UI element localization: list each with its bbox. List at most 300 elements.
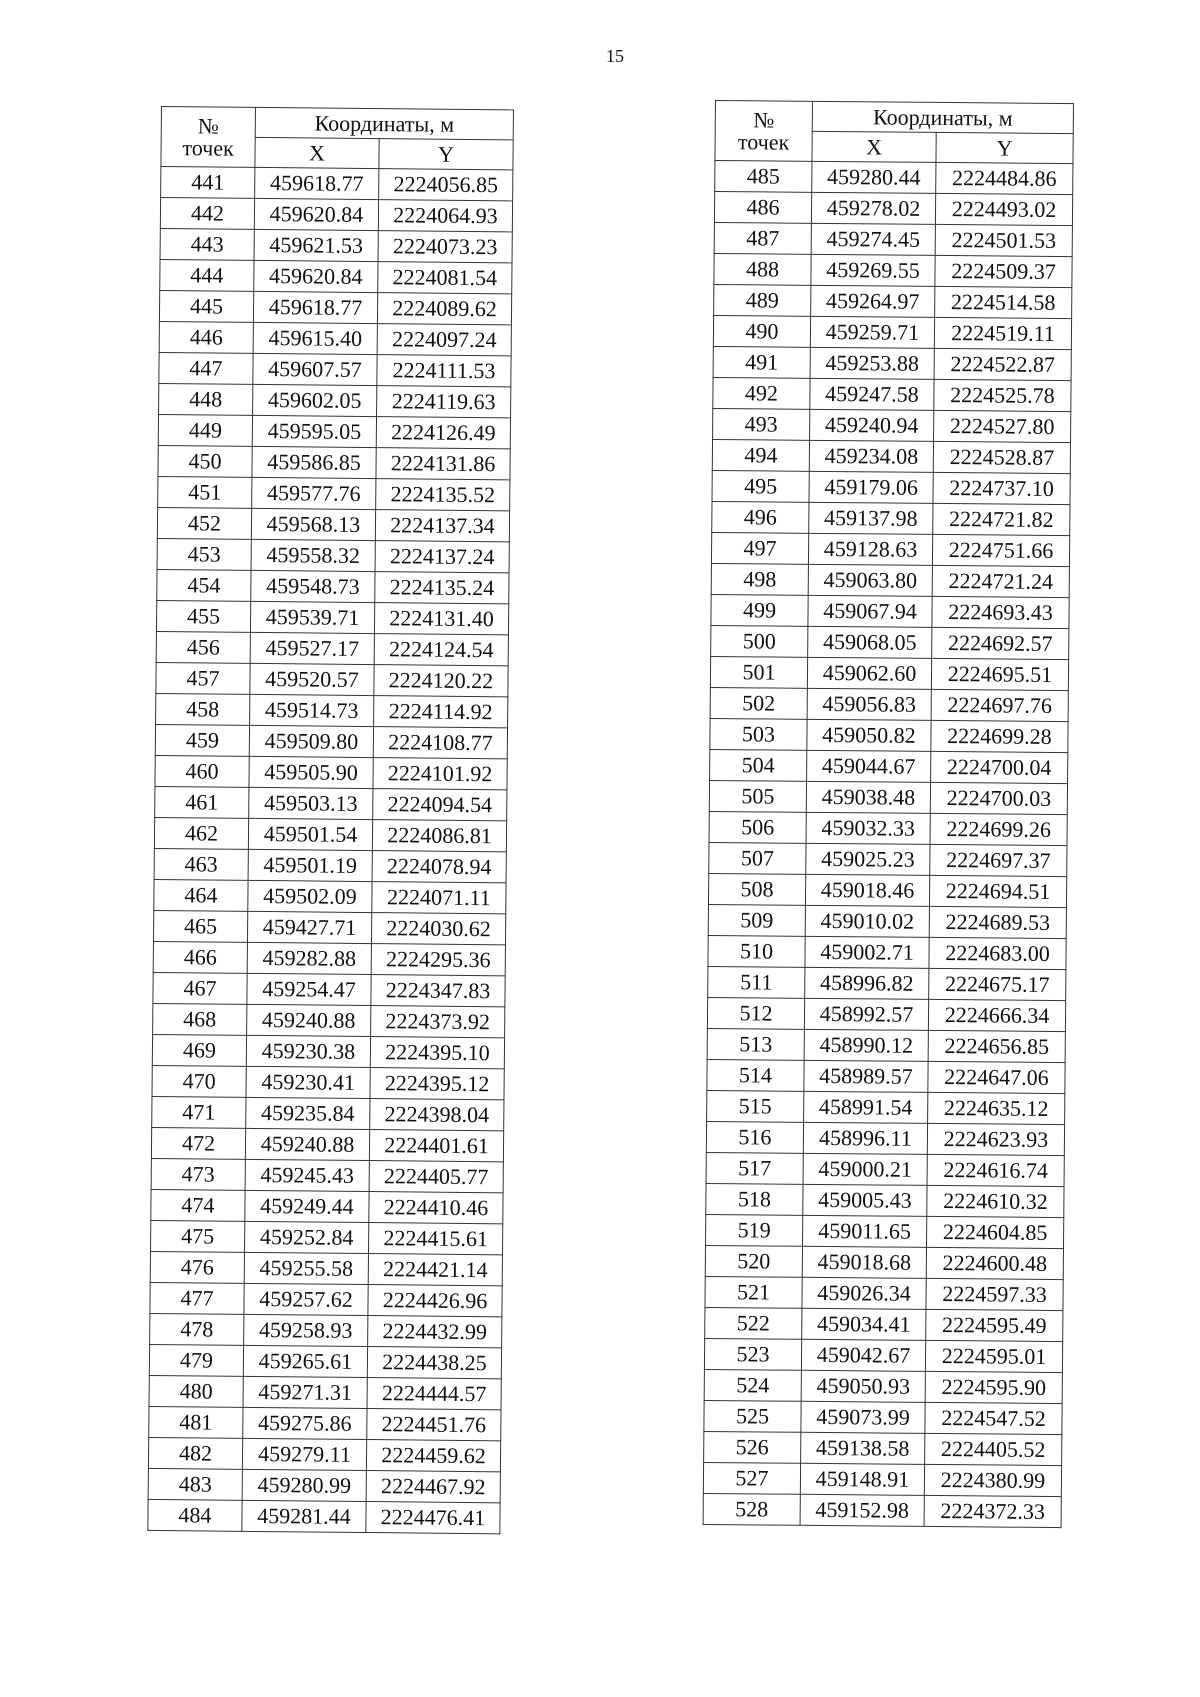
table-row (706, 1121, 1064, 1155)
x-coordinate-cell: 459018.46 (805, 874, 929, 906)
y-coordinate-cell: 2224700.04 (931, 751, 1068, 783)
y-column-header: Y (936, 132, 1073, 163)
x-coordinate-cell: 459011.65 (803, 1215, 927, 1247)
table-row (155, 786, 507, 820)
point-number-cell: 478 (150, 1313, 244, 1345)
table-row (160, 259, 512, 293)
x-coordinate-cell: 459038.48 (806, 781, 930, 813)
y-coordinate-cell: 2224522.87 (934, 348, 1071, 380)
y-coordinate-cell: 2224405.77 (369, 1161, 503, 1193)
y-coordinate-cell: 2224616.74 (927, 1154, 1064, 1186)
table-row (151, 1127, 503, 1161)
x-coordinate-cell: 459279.11 (242, 1438, 366, 1470)
table-body (148, 167, 513, 1534)
table-row (148, 1468, 500, 1502)
table-row (156, 662, 508, 696)
point-number-cell: 501 (710, 656, 807, 688)
point-number-cell: 474 (151, 1189, 245, 1221)
point-number-cell: 514 (707, 1059, 804, 1091)
y-coordinate-cell: 2224135.24 (375, 572, 509, 604)
point-number-cell: 447 (159, 352, 253, 384)
y-coordinate-cell: 2224398.04 (370, 1099, 504, 1131)
table-row (704, 1400, 1062, 1434)
point-number-cell: 521 (705, 1276, 802, 1308)
point-number-cell: 511 (708, 966, 805, 998)
y-coordinate-cell: 2224595.90 (925, 1371, 1062, 1403)
x-coordinate-cell: 458989.57 (804, 1060, 928, 1092)
x-coordinate-cell: 459558.32 (251, 539, 375, 571)
x-coordinate-cell: 459615.40 (253, 322, 377, 354)
table-row (710, 749, 1068, 783)
table-row (703, 1493, 1061, 1527)
x-coordinate-cell: 459240.88 (245, 1128, 369, 1160)
y-coordinate-cell: 2224119.63 (377, 386, 511, 418)
x-coordinate-cell: 459586.85 (252, 446, 376, 478)
x-coordinate-cell: 459265.61 (243, 1345, 367, 1377)
table-row (714, 253, 1072, 287)
x-coordinate-cell: 459249.44 (245, 1190, 369, 1222)
x-coordinate-cell: 459503.13 (249, 787, 373, 819)
x-coordinate-cell: 459050.82 (807, 719, 931, 751)
y-coordinate-cell: 2224751.66 (932, 534, 1069, 566)
x-coordinate-cell: 459539.71 (250, 601, 374, 633)
y-coordinate-cell: 2224126.49 (376, 417, 510, 449)
coordinates-header: Координаты, м (255, 107, 513, 139)
point-number-cell: 519 (706, 1214, 803, 1246)
x-coordinate-cell: 459032.33 (806, 812, 930, 844)
y-coordinate-cell: 2224405.52 (925, 1433, 1062, 1465)
point-number-cell: 482 (148, 1437, 242, 1469)
y-coordinate-cell: 2224695.51 (931, 658, 1068, 690)
x-coordinate-cell: 459577.76 (252, 477, 376, 509)
x-coordinate-cell: 459280.44 (812, 161, 936, 193)
point-number-cell: 456 (156, 631, 250, 663)
x-coordinate-cell: 459056.83 (807, 688, 931, 720)
y-coordinate-cell: 2224721.82 (933, 503, 1070, 535)
table-row (159, 352, 511, 386)
table-row (149, 1406, 501, 1440)
point-number-cell: 490 (713, 315, 810, 347)
x-coordinate-cell: 459282.88 (247, 942, 371, 974)
x-coordinate-cell: 459271.31 (243, 1376, 367, 1408)
x-coordinate-cell: 459602.05 (253, 384, 377, 416)
y-coordinate-cell: 2224459.62 (366, 1440, 500, 1472)
table-row (156, 631, 508, 665)
y-coordinate-cell: 2224519.11 (934, 317, 1071, 349)
point-number-cell: 457 (156, 662, 250, 694)
y-coordinate-cell: 2224073.23 (378, 231, 512, 263)
y-coordinate-cell: 2224114.92 (374, 696, 508, 728)
x-column-header: X (255, 137, 379, 168)
y-coordinate-cell: 2224600.48 (926, 1247, 1063, 1279)
point-number-cell: 477 (150, 1282, 244, 1314)
point-number-cell: 483 (148, 1468, 242, 1500)
table-row (703, 1462, 1061, 1496)
point-number-cell: 460 (155, 755, 249, 787)
point-number-cell: 452 (157, 507, 251, 539)
point-number-cell: 468 (153, 1003, 247, 1035)
table-row (150, 1251, 502, 1285)
table-row (151, 1189, 503, 1223)
x-coordinate-cell: 459050.93 (801, 1370, 925, 1402)
y-coordinate-cell: 2224395.10 (370, 1037, 504, 1069)
y-coordinate-cell: 2224295.36 (371, 944, 505, 976)
point-number-cell: 516 (706, 1121, 803, 1153)
table-row (154, 879, 506, 913)
y-column-header: Y (379, 139, 513, 170)
y-coordinate-cell: 2224131.86 (376, 448, 510, 480)
y-coordinate-cell: 2224078.94 (372, 851, 506, 883)
table-row (708, 966, 1066, 1000)
table-row (714, 192, 1072, 226)
x-coordinate-cell: 459002.71 (805, 936, 929, 968)
points-label: точек (182, 134, 234, 161)
table-row (714, 284, 1072, 318)
x-coordinate-cell: 459520.57 (250, 663, 374, 695)
y-coordinate-cell: 2224666.34 (928, 999, 1065, 1031)
point-number-cell: 470 (152, 1065, 246, 1097)
point-number-cell: 454 (157, 569, 251, 601)
y-coordinate-cell: 2224124.54 (374, 634, 508, 666)
x-coordinate-cell: 459034.41 (802, 1308, 926, 1340)
table-row (156, 693, 508, 727)
x-coordinate-cell: 459138.58 (801, 1432, 925, 1464)
point-number-cell: 506 (709, 811, 806, 843)
point-number-cell: 522 (705, 1307, 802, 1339)
y-coordinate-cell: 2224528.87 (933, 441, 1070, 473)
x-coordinate-cell: 459501.54 (248, 818, 372, 850)
point-number-header (715, 101, 813, 162)
x-coordinate-cell: 459230.41 (246, 1066, 370, 1098)
table-row (705, 1307, 1063, 1341)
table-row (158, 445, 510, 479)
x-coordinate-cell: 459063.80 (808, 564, 932, 596)
table-row (161, 167, 513, 201)
point-number-cell: 484 (148, 1499, 242, 1531)
table-row (151, 1220, 503, 1254)
y-coordinate-cell: 2224737.10 (933, 472, 1070, 504)
x-coordinate-cell: 458991.54 (804, 1091, 928, 1123)
x-coordinate-cell: 459527.17 (250, 632, 374, 664)
table-row (711, 625, 1069, 659)
y-coordinate-cell: 2224438.25 (367, 1347, 501, 1379)
point-number-cell: 527 (703, 1462, 800, 1494)
x-coordinate-cell: 459044.67 (807, 750, 931, 782)
x-coordinate-cell: 459010.02 (805, 905, 929, 937)
x-coordinate-cell: 459025.23 (806, 843, 930, 875)
table-row (153, 941, 505, 975)
table-row (712, 439, 1070, 473)
y-coordinate-cell: 2224635.12 (928, 1092, 1065, 1124)
table-row (706, 1214, 1064, 1248)
y-coordinate-cell: 2224693.43 (932, 596, 1069, 628)
point-number-cell: 469 (152, 1034, 246, 1066)
x-coordinate-cell: 459259.71 (810, 316, 934, 348)
y-coordinate-cell: 2224432.99 (368, 1316, 502, 1348)
point-number-cell: 446 (159, 321, 253, 353)
x-coordinate-cell: 459245.43 (245, 1159, 369, 1191)
y-coordinate-cell: 2224415.61 (368, 1223, 502, 1255)
table-row (704, 1338, 1062, 1372)
y-coordinate-cell: 2224699.26 (930, 813, 1067, 845)
y-coordinate-cell: 2224086.81 (372, 820, 506, 852)
x-coordinate-cell: 459252.84 (244, 1221, 368, 1253)
table-row (708, 935, 1066, 969)
y-coordinate-cell: 2224089.62 (377, 293, 511, 325)
table-row (160, 198, 512, 232)
x-coordinate-cell: 459505.90 (249, 756, 373, 788)
table-row (707, 1059, 1065, 1093)
table-row (152, 1096, 504, 1130)
table-row (712, 470, 1070, 504)
point-number-cell: 491 (713, 346, 810, 378)
point-number-cell: 479 (149, 1344, 243, 1376)
table-row (155, 755, 507, 789)
coordinates-header: Координаты, м (812, 101, 1073, 133)
coordinates-table-right (703, 100, 1074, 1528)
y-coordinate-cell: 2224135.52 (376, 479, 510, 511)
y-coordinate-cell: 2224527.80 (934, 410, 1071, 442)
table-row (713, 315, 1071, 349)
x-coordinate-cell: 459275.86 (243, 1407, 367, 1439)
table-row (152, 1065, 504, 1099)
table-row (713, 346, 1071, 380)
y-coordinate-cell: 2224692.57 (932, 627, 1069, 659)
x-coordinate-cell: 459247.58 (810, 378, 934, 410)
table-row (713, 408, 1071, 442)
y-coordinate-cell: 2224604.85 (926, 1216, 1063, 1248)
x-coordinate-cell: 459000.21 (803, 1153, 927, 1185)
x-coordinate-cell: 459274.45 (811, 223, 935, 255)
y-coordinate-cell: 2224137.24 (375, 541, 509, 573)
point-number-cell: 493 (713, 408, 810, 440)
y-coordinate-cell: 2224595.49 (926, 1309, 1063, 1341)
point-number-cell: 520 (705, 1245, 802, 1277)
point-number-cell: 443 (160, 228, 254, 260)
point-number-cell: 459 (155, 724, 249, 756)
table-row (149, 1375, 501, 1409)
x-coordinate-cell: 459179.06 (809, 471, 933, 503)
y-coordinate-cell: 2224597.33 (926, 1278, 1063, 1310)
point-number-cell: 494 (712, 439, 809, 471)
x-coordinate-cell: 459026.34 (802, 1277, 926, 1309)
x-coordinate-cell: 459620.84 (254, 260, 378, 292)
point-number-cell: 450 (158, 445, 252, 477)
table-row (710, 687, 1068, 721)
y-coordinate-cell: 2224347.83 (371, 975, 505, 1007)
points-label: точек (737, 128, 790, 155)
table-row (707, 1090, 1065, 1124)
x-coordinate-cell: 459128.63 (808, 533, 932, 565)
point-number-cell: 444 (160, 259, 254, 291)
table-row (710, 656, 1068, 690)
x-coordinate-cell: 459621.53 (254, 229, 378, 261)
y-coordinate-cell: 2224547.52 (925, 1402, 1062, 1434)
x-coordinate-cell: 458992.57 (804, 998, 928, 1030)
point-number-cell: 485 (715, 161, 812, 193)
point-number-cell: 496 (712, 501, 809, 533)
table-row (711, 594, 1069, 628)
point-number-cell: 463 (154, 848, 248, 880)
y-coordinate-cell: 2224444.57 (367, 1378, 501, 1410)
point-number-cell: 466 (153, 941, 247, 973)
y-coordinate-cell: 2224064.93 (378, 200, 512, 232)
table-row (713, 377, 1071, 411)
y-coordinate-cell: 2224131.40 (374, 603, 508, 635)
table-row (712, 501, 1070, 535)
table-row (704, 1369, 1062, 1403)
y-coordinate-cell: 2224656.85 (928, 1030, 1065, 1062)
table-row (148, 1499, 500, 1533)
y-coordinate-cell: 2224120.22 (374, 665, 508, 697)
y-coordinate-cell: 2224030.62 (371, 913, 505, 945)
x-coordinate-cell: 459255.58 (244, 1252, 368, 1284)
point-number-cell: 509 (708, 904, 805, 936)
point-number-cell: 455 (156, 600, 250, 632)
x-coordinate-cell: 459548.73 (251, 570, 375, 602)
point-number-cell: 489 (714, 284, 811, 316)
x-coordinate-cell: 459253.88 (810, 347, 934, 379)
y-coordinate-cell: 2224097.24 (377, 324, 511, 356)
y-coordinate-cell: 2224501.53 (935, 224, 1072, 256)
table-row (707, 1028, 1065, 1062)
x-coordinate-cell: 458990.12 (804, 1029, 928, 1061)
table-row (157, 538, 509, 572)
y-coordinate-cell: 2224610.32 (927, 1185, 1064, 1217)
table-row (156, 600, 508, 634)
x-coordinate-cell: 458996.11 (803, 1122, 927, 1154)
table-row (711, 563, 1069, 597)
point-number-cell: 441 (161, 167, 255, 199)
y-coordinate-cell: 2224071.11 (372, 882, 506, 914)
table-row (154, 817, 506, 851)
y-coordinate-cell: 2224380.99 (924, 1464, 1061, 1496)
point-number-cell: 449 (158, 414, 252, 446)
x-coordinate-cell: 459230.38 (246, 1035, 370, 1067)
y-coordinate-cell: 2224101.92 (373, 758, 507, 790)
point-number-cell: 505 (709, 780, 806, 812)
y-coordinate-cell: 2224056.85 (379, 169, 513, 201)
point-number-cell: 465 (153, 910, 247, 942)
y-coordinate-cell: 2224675.17 (929, 968, 1066, 1000)
y-coordinate-cell: 2224514.58 (935, 286, 1072, 318)
point-number-cell: 507 (709, 842, 806, 874)
point-number-cell: 442 (160, 198, 254, 230)
table-row (714, 222, 1072, 256)
y-coordinate-cell: 2224467.92 (366, 1471, 500, 1503)
point-number-cell: 502 (710, 687, 807, 719)
table-row (709, 780, 1067, 814)
y-coordinate-cell: 2224081.54 (378, 262, 512, 294)
point-number-cell: 524 (704, 1369, 801, 1401)
point-number-cell: 476 (150, 1251, 244, 1283)
number-sign: № (753, 106, 775, 133)
x-coordinate-cell: 459280.99 (242, 1469, 366, 1501)
x-coordinate-cell: 459620.84 (254, 198, 378, 230)
table-row (704, 1431, 1062, 1465)
y-coordinate-cell: 2224623.93 (927, 1123, 1064, 1155)
point-number-cell: 512 (707, 997, 804, 1029)
coordinates-table-left (147, 106, 514, 1534)
x-coordinate-cell: 459148.91 (800, 1463, 924, 1495)
point-number-cell: 462 (154, 817, 248, 849)
x-coordinate-cell: 459509.80 (249, 725, 373, 757)
point-number-cell: 458 (156, 693, 250, 725)
point-number-cell: 517 (706, 1152, 803, 1184)
table-row (149, 1344, 501, 1378)
point-number-header (161, 107, 256, 168)
x-coordinate-cell: 459067.94 (808, 595, 932, 627)
table-row (158, 476, 510, 510)
table-row (715, 161, 1073, 195)
y-coordinate-cell: 2224137.34 (375, 510, 509, 542)
table-row (710, 718, 1068, 752)
table-row (154, 848, 506, 882)
y-coordinate-cell: 2224683.00 (929, 937, 1066, 969)
table-row (150, 1313, 502, 1347)
table-row (160, 228, 512, 262)
table-row (706, 1183, 1064, 1217)
x-coordinate-cell: 459254.47 (247, 973, 371, 1005)
y-coordinate-cell: 2224525.78 (934, 379, 1071, 411)
point-number-cell: 523 (704, 1338, 801, 1370)
y-coordinate-cell: 2224595.01 (925, 1340, 1062, 1372)
point-number-cell: 508 (708, 873, 805, 905)
table-row (709, 842, 1067, 876)
number-sign: № (197, 112, 219, 139)
y-coordinate-cell: 2224373.92 (371, 1006, 505, 1038)
y-coordinate-cell: 2224421.14 (368, 1254, 502, 1286)
y-coordinate-cell: 2224509.37 (935, 255, 1072, 287)
x-coordinate-cell: 459258.93 (244, 1314, 368, 1346)
point-number-cell: 528 (703, 1493, 800, 1525)
point-number-cell: 513 (707, 1028, 804, 1060)
point-number-cell: 526 (704, 1431, 801, 1463)
x-coordinate-cell: 459568.13 (251, 508, 375, 540)
point-number-cell: 480 (149, 1375, 243, 1407)
x-coordinate-cell: 459234.08 (809, 440, 933, 472)
table-row (159, 383, 511, 417)
y-coordinate-cell: 2224426.96 (368, 1285, 502, 1317)
table-row (705, 1245, 1063, 1279)
x-coordinate-cell: 459278.02 (811, 192, 935, 224)
table-row (711, 532, 1069, 566)
point-number-cell: 481 (149, 1406, 243, 1438)
y-coordinate-cell: 2224401.61 (369, 1130, 503, 1162)
x-column-header: X (812, 131, 936, 162)
y-coordinate-cell: 2224094.54 (373, 789, 507, 821)
point-number-cell: 510 (708, 935, 805, 967)
y-coordinate-cell: 2224694.51 (929, 875, 1066, 907)
point-number-cell: 473 (151, 1158, 245, 1190)
y-coordinate-cell: 2224697.37 (930, 844, 1067, 876)
table-row (159, 321, 511, 355)
x-coordinate-cell: 459042.67 (801, 1339, 925, 1371)
table-row (706, 1152, 1064, 1186)
point-number-cell: 515 (707, 1090, 804, 1122)
y-coordinate-cell: 2224451.76 (367, 1409, 501, 1441)
x-coordinate-cell: 458996.82 (805, 967, 929, 999)
table-row (148, 1437, 500, 1471)
y-coordinate-cell: 2224111.53 (377, 355, 511, 387)
point-number-cell: 467 (153, 972, 247, 1004)
table-row (708, 904, 1066, 938)
point-number-cell: 504 (710, 749, 807, 781)
x-coordinate-cell: 459240.94 (810, 409, 934, 441)
x-coordinate-cell: 459427.71 (247, 911, 371, 943)
point-number-cell: 495 (712, 470, 809, 502)
table-row (158, 414, 510, 448)
